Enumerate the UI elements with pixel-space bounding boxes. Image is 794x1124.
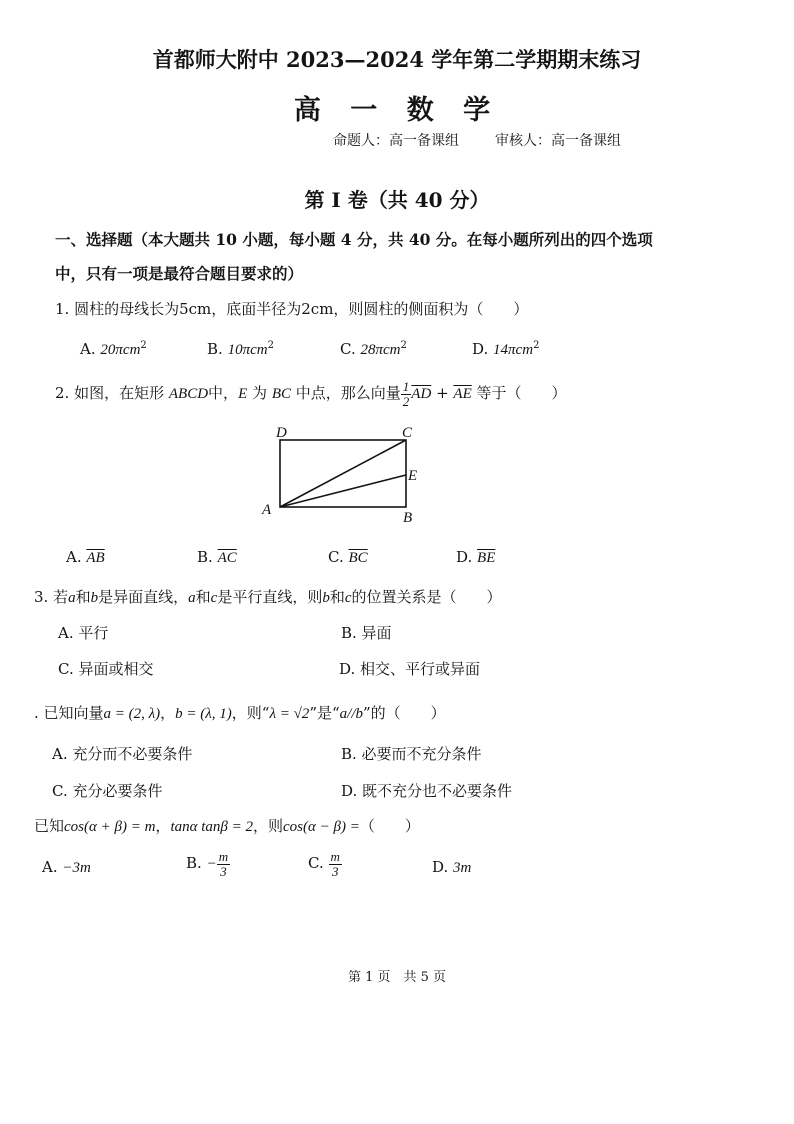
option-exponent: 2 [533, 340, 540, 351]
label-a: A [262, 502, 272, 518]
author: 命题人：高一备课组 [333, 133, 459, 149]
rectangle-figure [258, 418, 428, 528]
option-letter: B. [186, 854, 202, 873]
math: a [68, 590, 76, 606]
option-exponent: 2 [140, 340, 147, 351]
q4-option-a: A. 充分而不必要条件 [52, 745, 193, 763]
text: 和 [329, 588, 345, 606]
math: cos(α + β) = m [64, 819, 156, 835]
exam-subject: 高 一 数 学 [293, 95, 501, 126]
math: BC [271, 386, 291, 403]
q3-option-c: C. 异面或相交 [58, 660, 154, 678]
numerator: m [218, 849, 229, 864]
q1-option-c [340, 340, 407, 359]
math: ABCD [168, 386, 209, 403]
fraction [401, 380, 412, 408]
exam-title: 首都师大附中 2023—2024 学年第二学期期末练习 [152, 47, 642, 72]
text: ”是“ [309, 704, 340, 722]
math: a//b [339, 706, 363, 722]
math: c [210, 590, 218, 606]
q5-option-c [308, 850, 342, 878]
option-exponent: 2 [400, 340, 407, 351]
option-letter: B. [207, 340, 223, 358]
q2-option-d [456, 548, 495, 567]
text: 为 [252, 384, 268, 403]
text: 是平行直线，则 [217, 588, 323, 606]
math: λ = √2 [269, 706, 310, 722]
math: b = (λ, 1) [175, 706, 232, 722]
vector: $\overline{AE}$ [453, 386, 472, 403]
math: a [188, 590, 196, 606]
text: （ ） [359, 817, 420, 835]
text: ”的（ ） [363, 704, 446, 722]
author-line [333, 130, 621, 150]
text: 3. 若 [34, 588, 69, 606]
option-letter: C. [340, 340, 356, 358]
q1-option-a [80, 340, 147, 359]
text: 和 [195, 588, 211, 606]
option-vector: $\overline{AC}$ [217, 550, 237, 566]
option-letter: C. [328, 548, 344, 566]
text: + [436, 384, 449, 403]
option-letter: D. [432, 858, 449, 876]
text: 已知 [34, 817, 65, 835]
option-letter: C. [308, 854, 324, 873]
vector: $\overline{AD}$ [411, 386, 432, 403]
section-intro-line1: 一、选择题（本大题共 10 小题，每小题 4 分，共 40 分。在每小题所列出的四个选项 [55, 230, 653, 249]
option-letter: A. [80, 340, 96, 358]
q4-option-b: B. 必要而不充分条件 [341, 745, 482, 763]
q2-option-a [66, 548, 105, 567]
option-value: 28πcm [360, 342, 401, 358]
numerator: 1 [402, 379, 410, 394]
math: c [344, 590, 352, 606]
section-intro-line2: 中，只有一项是最符合题目要求的） [55, 264, 304, 283]
text: 中， [208, 384, 239, 403]
text: 中点，那么向量 [295, 384, 401, 403]
option-exponent: 2 [267, 340, 274, 351]
math: cos(α − β) = [283, 819, 360, 835]
text: 2. 如图，在矩形 [55, 384, 165, 403]
label-c: C [402, 425, 413, 441]
q3-stem [34, 586, 502, 607]
option-sign: − [206, 856, 217, 873]
text: ，则 [253, 817, 284, 835]
denominator: 3 [220, 863, 227, 879]
q5-option-d [432, 858, 471, 877]
option-vector: $\overline{AB}$ [86, 550, 105, 566]
q5-option-a [42, 858, 91, 877]
segment-ae [280, 475, 406, 507]
option-letter: A. [66, 548, 82, 566]
math: tanα tanβ = 2 [170, 819, 253, 835]
denominator: 3 [331, 863, 339, 879]
math: b [322, 590, 330, 606]
text: 的位置关系是（ ） [351, 588, 502, 606]
q3-option-b: B. 异面 [341, 624, 392, 642]
reviewer: 审核人：高一备课组 [495, 133, 621, 149]
text: . 已知向量 [34, 704, 104, 722]
q3-option-a: A. 平行 [58, 624, 109, 642]
math: a = (2, λ) [103, 706, 161, 722]
option-value: 14πcm [493, 342, 534, 358]
denominator: 2 [402, 393, 410, 409]
option-value: 20πcm [100, 342, 141, 358]
math: b [90, 590, 99, 606]
text: 等于（ ） [476, 384, 567, 403]
label-e: E [408, 468, 418, 484]
option-value: 10πcm [227, 342, 268, 358]
option-letter: D. [456, 548, 473, 566]
option-value: 3m [453, 860, 472, 876]
q2-option-c [328, 548, 368, 567]
q1-option-d [472, 340, 539, 359]
option-letter: A. [42, 858, 58, 876]
section-title: 第 I 卷（共 40 分） [304, 188, 490, 212]
option-fraction [217, 850, 230, 878]
q4-option-d: D. 既不充分也不必要条件 [341, 782, 513, 800]
option-fraction [329, 850, 342, 878]
text: ，则“ [231, 704, 270, 722]
q5-option-b [186, 850, 230, 878]
label-b: B [403, 510, 413, 526]
option-letter: B. [197, 548, 213, 566]
text: ， [160, 704, 176, 722]
option-value: −3m [62, 860, 91, 876]
option-letter: D. [472, 340, 489, 358]
q2-stem [55, 380, 567, 408]
q5-stem [34, 815, 420, 836]
segment-ac [280, 440, 406, 507]
q4-stem [34, 702, 446, 723]
numerator: m [330, 849, 340, 864]
label-d: D [276, 425, 287, 441]
option-vector: $\overline{BC}$ [348, 550, 368, 566]
page-footer: 第 1 页 共 5 页 [347, 970, 447, 985]
q2-option-b [197, 548, 237, 567]
q1-stem: 1. 圆柱的母线长为5cm，底面半径为2cm，则圆柱的侧面积为（ ） [55, 300, 529, 318]
text: 和 [75, 588, 91, 606]
q3-option-d: D. 相交、平行或异面 [339, 660, 481, 678]
text: ， [155, 817, 171, 835]
q4-option-c: C. 充分必要条件 [52, 782, 163, 800]
q1-option-b [207, 340, 274, 359]
text: 是异面直线， [98, 588, 189, 606]
option-vector: $\overline{BE}$ [477, 550, 496, 566]
math: E [238, 386, 248, 403]
